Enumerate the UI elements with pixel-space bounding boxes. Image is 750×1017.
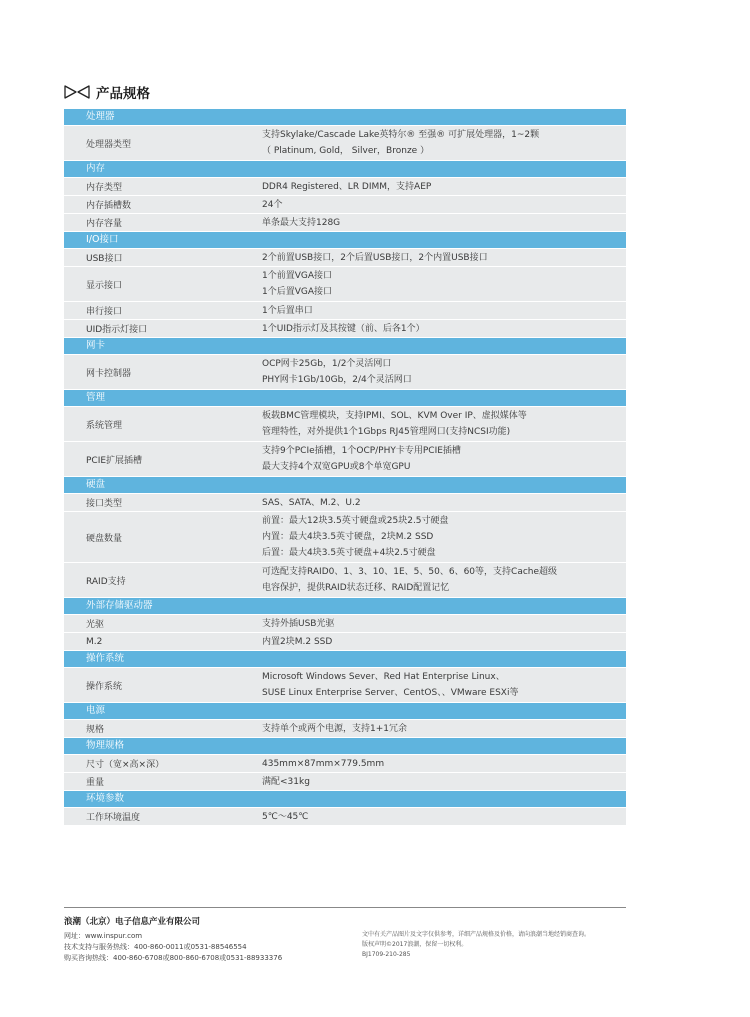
section-header: 电源 [64,703,626,720]
section-header: 环境参数 [64,791,626,808]
spec-value-line: 支持单个或两个电源，支持1+1冗余 [262,723,407,734]
spec-value-line: 5℃～45℃ [262,811,309,822]
spec-value [244,214,626,231]
table-row [64,633,626,651]
spec-value [244,808,626,825]
section-header: 管理 [64,390,626,407]
spec-value-line: 管理特性，对外提供1个1Gbps RJ45管理网口(支持NCSI功能) [262,427,511,437]
table-row [64,126,626,161]
spec-value-line: 电容保护，提供RAID状态迁移、RAID配置记忆 [262,583,450,593]
spec-label: RAID支持 [86,576,126,587]
spec-label: USB接口 [86,254,123,264]
spec-value [244,407,626,441]
spec-value-line: 满配<31kg [262,776,310,787]
spec-value [244,302,626,319]
page-title: 产品规格 [96,86,150,102]
table-row [64,773,626,791]
spec-label: 显示接口 [86,280,123,291]
spec-table [64,109,626,826]
spec-value [244,178,626,195]
table-row [64,442,626,477]
spec-label: 内存容量 [86,219,123,229]
spec-value [244,494,626,511]
spec-value-line: 支持9个PCIe插槽，1个OCP/PHY卡专用PCIE插槽 [262,446,461,456]
spec-value [244,668,626,702]
table-row [64,755,626,773]
spec-label: 内存插槽数 [86,201,132,211]
spec-value-line: 支持Skylake/Cascade Lake英特尔® 至强® 可扩展处理器，1~2颗 [262,130,540,140]
spec-value [244,126,626,160]
spec-value [244,320,626,337]
section-header: 物理规格 [64,738,626,755]
spec-value-line: 单条最大支持128G [262,217,341,228]
spec-value-line: 1个UID指示灯及其按键（前、后各1个） [262,323,425,334]
table-row [64,302,626,320]
spec-value-line: PHY网卡1Gb/10Gb，2/4个灵活网口 [262,375,412,385]
table-row [64,267,626,302]
spec-value [244,196,626,213]
spec-value [244,773,626,790]
spec-value-line: 2个前置USB接口，2个后置USB接口，2个内置USB接口 [262,252,488,263]
spec-label: 操作系统 [86,681,123,692]
section-header: I/O接口 [64,232,626,249]
spec-label: UID指示灯接口 [86,325,148,335]
table-row [64,720,626,738]
section-header: 外部存储驱动器 [64,598,626,615]
spec-value-line: 24个 [262,199,283,210]
table-row [64,494,626,512]
table-row [64,615,626,633]
table-row [64,808,626,826]
spec-label: 重量 [86,778,105,788]
copyright-text: 版权声明©2017浪潮，保留一切权利。 [362,941,468,948]
spec-value-line: 可选配支持RAID0、1、3、10、1E、5、50、6、60等，支持Cache超级 [262,567,558,577]
spec-value [244,720,626,737]
table-row [64,249,626,267]
spec-label: 尺寸（宽×高×深） [86,760,165,770]
spec-value [244,267,626,301]
spec-value-line: 前置：最大12块3.5英寸硬盘或25块2.5寸硬盘 [262,516,449,526]
spec-label: 内存类型 [86,183,123,193]
sales-hotline: 购买咨询热线：400-860-6708或800-860-6708或0531-88933376 [64,954,283,962]
spec-label: 处理器类型 [86,139,132,150]
section-header: 网卡 [64,338,626,355]
support-hotline: 技术支持与服务热线：400-860-0011或0531-88546554 [64,943,247,951]
section-header: 硬盘 [64,477,626,494]
spec-label: 硬盘数量 [86,533,123,544]
table-row [64,563,626,598]
table-row [64,214,626,232]
spec-value-line: 1个前置VGA接口 [262,271,333,281]
spec-value [244,633,626,650]
spec-label: 接口类型 [86,499,123,509]
table-row [64,512,626,563]
spec-value [244,355,626,389]
spec-value-line: SAS、SATA、M.2、U.2 [262,497,361,508]
spec-value-line: SUSE Linux Enterprise Server、CentOS、、VMware ESXi等 [262,688,519,698]
spec-value-line: Microsoft Windows Sever、Red Hat Enterprise Linux、 [262,672,505,682]
spec-label: 网卡控制器 [86,368,132,379]
spec-label: 工作环境温度 [86,813,141,823]
spec-label: M.2 [86,636,103,647]
spec-value [244,755,626,772]
spec-value-line: （ Platinum, Gold， Silver，Bronze ） [262,146,430,156]
section-header: 操作系统 [64,651,626,668]
bowtie-icon [64,85,90,99]
company-name: 浪潮（北京）电子信息产业有限公司 [64,917,201,927]
document-code: BJ1709-210-285 [362,951,411,958]
spec-value-line: 435mm×87mm×779.5mm [262,758,385,769]
spec-value-line: 内置：最大4块3.5英寸硬盘，2块M.2 SSD [262,532,434,542]
table-row [64,407,626,442]
spec-label: 系统管理 [86,420,123,431]
spec-label: 串行接口 [86,307,123,317]
spec-value-line: DDR4 Registered、LR DIMM，支持AEP [262,181,432,192]
footer-divider [64,907,626,908]
spec-label: PCIE扩展插槽 [86,455,143,466]
table-row [64,355,626,390]
spec-value [244,615,626,632]
spec-value [244,563,626,597]
spec-value-line: 后置：最大4块3.5英寸硬盘+4块2.5寸硬盘 [262,548,436,558]
section-heading [64,80,150,104]
spec-value-line: 1个后置串口 [262,305,313,316]
spec-value-line: 最大支持4个双宽GPU或8个单宽GPU [262,462,411,472]
table-row [64,178,626,196]
spec-value-line: 板载BMC管理模块，支持IPMI、SOL、KVM Over IP、虚拟媒体等 [262,411,527,421]
website-text: 网址：www.inspur.com [64,932,143,940]
section-header: 内存 [64,161,626,178]
spec-label: 光驱 [86,620,105,630]
spec-label: 规格 [86,725,105,735]
disclaimer-text: 文中有关产品图片及文字仅供参考，详细产品规格及价格，请向浪潮当地经销商查询。 [362,931,591,938]
spec-value-line: OCP网卡25Gb，1/2个灵活网口 [262,359,392,369]
spec-value-line: 内置2块M.2 SSD [262,636,333,647]
spec-value-line: 1个后置VGA接口 [262,287,333,297]
spec-value-line: 支持外插USB光驱 [262,618,335,629]
table-row [64,668,626,703]
spec-value [244,442,626,476]
footer-legal [362,930,590,960]
spec-value [244,512,626,562]
section-header: 处理器 [64,109,626,126]
footer-contact [64,917,282,964]
spec-value [244,249,626,266]
table-row [64,196,626,214]
table-row [64,320,626,338]
